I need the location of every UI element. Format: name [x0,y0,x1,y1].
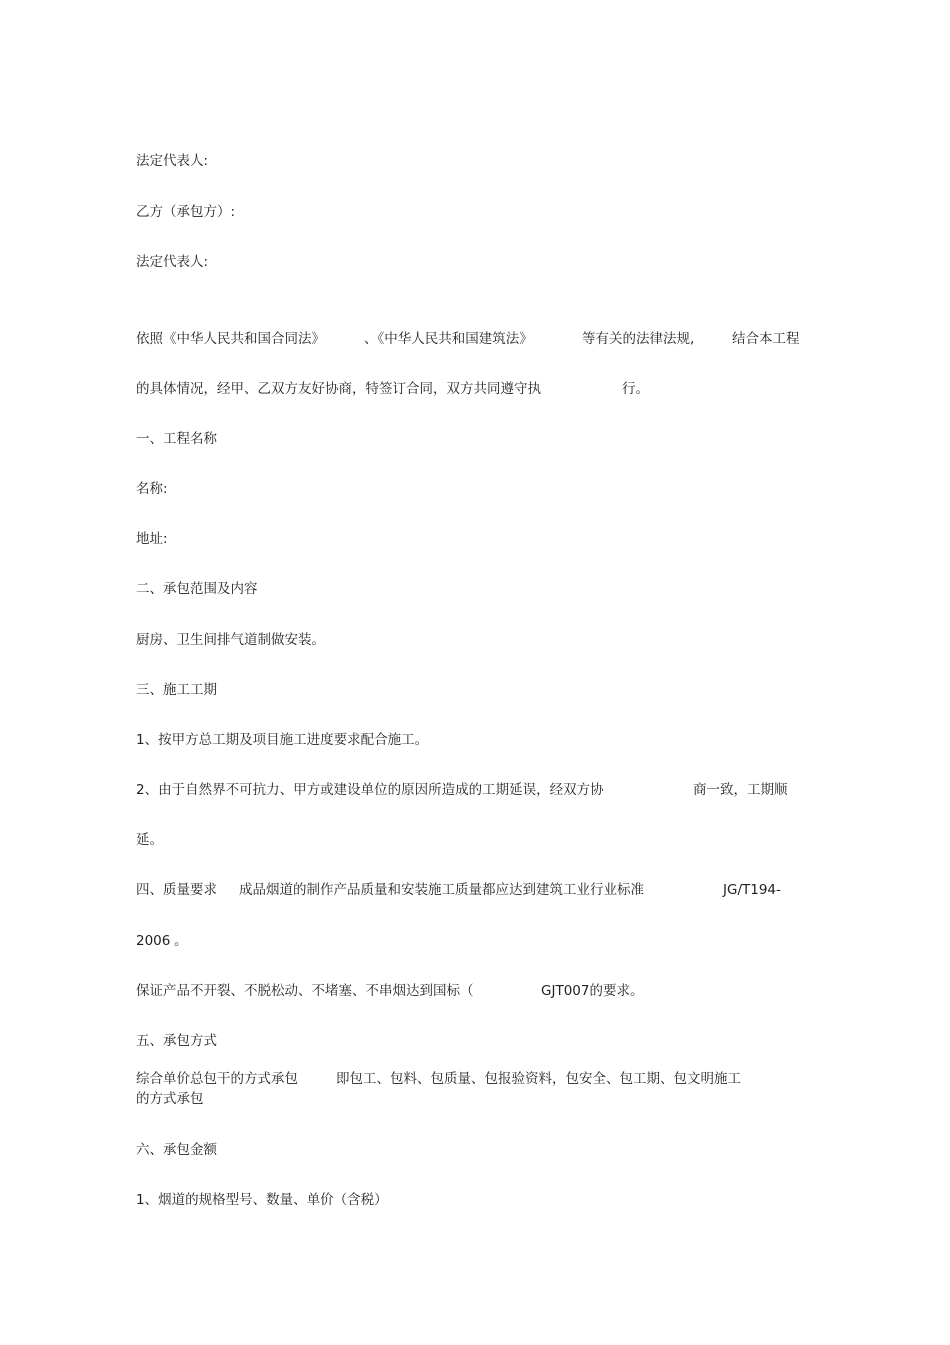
section-3-heading: 三、施工工期 [136,682,217,698]
section-4-heading: 四、质量要求 [136,882,217,898]
legal-rep-line-2: 法定代表人: [136,254,209,270]
guarantee-text-b: GJT007的要求。 [541,983,644,999]
party-b-line: 乙方（承包方）: [136,204,236,220]
quality-standard-year: 2006 [136,933,171,949]
section-5-heading: 五、承包方式 [136,1033,217,1049]
intro-text-d: 结合本工程 [732,331,800,347]
intro-text-f: 行。 [622,381,649,397]
intro-text-e: 的具体情况，经甲、乙双方友好协商，特签订合同，双方共同遵守执 [136,381,541,397]
intro-text-a: 依照《中华人民共和国合同法》 [136,331,325,347]
legal-rep-line-1: 法定代表人: [136,153,209,169]
intro-text-b: 、《中华人民共和国建筑法》 [364,331,533,347]
quality-standard-code: JG/T194- [723,882,781,898]
project-address-label: 地址: [136,531,168,547]
contract-method-line-2: 的方式承包 [136,1091,204,1107]
schedule-item-2-cont: 延。 [136,832,163,848]
guarantee-text-a: 保证产品不开裂、不脱松动、不堵塞、不串烟达到国标（ [136,983,474,999]
scope-content: 厨房、卫生间排气道制做安装。 [136,632,325,648]
quality-text-a: 成品烟道的制作产品质量和安装施工质量都应达到建筑工业行业标准 [239,882,644,898]
contract-method-text-a: 综合单价总包干的方式承包 [136,1071,298,1087]
schedule-item-1: 1、按甲方总工期及项目施工进度要求配合施工。 [136,732,429,748]
schedule-item-2-text-b: 商一致，工期顺 [693,782,788,798]
quality-period: 。 [174,933,188,949]
section-1-heading: 一、工程名称 [136,431,217,447]
amount-item-1: 1、烟道的规格型号、数量、单价（含税） [136,1192,388,1208]
intro-text-c: 等有关的法律法规, [582,331,695,347]
contract-method-text-b: 即包工、包料、包质量、包报验资料，包安全、包工期、包文明施工 [336,1071,741,1087]
schedule-item-2-text-a: 2、由于自然界不可抗力、甲方或建设单位的原因所造成的工期延误，经双方协 [136,782,604,798]
section-2-heading: 二、承包范围及内容 [136,581,258,597]
project-name-label: 名称: [136,481,168,497]
section-6-heading: 六、承包金额 [136,1142,217,1158]
